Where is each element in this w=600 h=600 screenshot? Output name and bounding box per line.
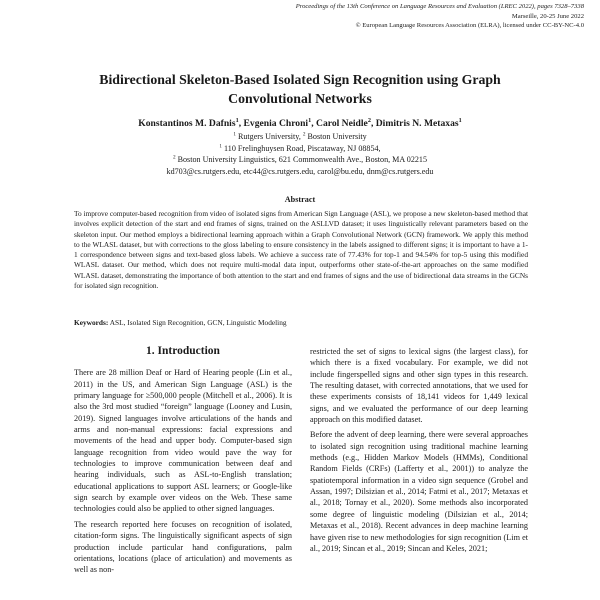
author-emails: kd703@cs.rutgers.edu, etc44@cs.rutgers.edu, carol@bu.edu, dnm@cs.rutgers.edu [166, 166, 434, 176]
section-heading-introduction: 1. Introduction [146, 345, 220, 357]
right-column [310, 346, 528, 558]
left-column [74, 346, 292, 580]
abstract-text: To improve computer-based recognition from video of isolated signs from American Sign Language (ASL), we propose a new skeleton-based method that involves explicit detection of the start and end frames of signs, trained on the ASLLVD dataset; it uses linguistically relevant parameters based on the skeleton input. Our method employs a bidirectional learning approach within a Graph Convolutional Network (GCN) framework. We apply this method to the WLASL dataset, but with corrections to the gloss labeling to ensure consistency in the labels assigned to different signs; it is important to have a 1-1 correspondence between signs and text-based gloss labels. We achieve a success rate of 77.43% for top-1 and 94.54% for top-5 using this modified WLASL dataset. Our method, which does not require multi-modal data input, outperforms other state-of-the-art approaches on the same modified WLASL dataset, demonstrating the importance of both attention to the start and end frames of signs and the use of bidirectional data streams in the GCNs for isolated sign recognition. [74, 209, 528, 291]
affiliation-line: $^1$ 110 Frelinghuysen Road, Piscataway, NJ 08854, [219, 142, 381, 153]
author-name: Evgenia Chroni [243, 118, 309, 129]
paragraph: restricted the set of signs to lexical signs (the largest class), for which there is a fixed vocabulary. For example, we did not include fingerspelled signs and other sign types in this research. The resulting dataset, with corrected annotations, that we used for these experiments consists of 18,141 videos for 1,449 lexical signs, and we evaluated the performance of our deep learning approach on this modified dataset. [310, 347, 528, 425]
keywords [74, 318, 528, 328]
author-name: Konstantinos M. Dafnis [138, 118, 236, 129]
author-name: Dimitris N. Metaxas [375, 118, 459, 129]
license-line: © European Language Resources Association (ELRA), licensed under CC-BY-NC-4.0 [355, 22, 584, 30]
author-name: Carol Neidle [316, 118, 368, 129]
affiliations [80, 131, 520, 177]
author-affil-mark: 1 [235, 116, 239, 124]
conference-line: Proceedings of the 13th Conference on Language Resources and Evaluation (LREC 2022), pages 7328–7338 [295, 3, 584, 10]
paragraph: There are 28 million Deaf or Hard of Hearing people (Lin et al., 2011) in the US, and American Sign Language (ASL) is the primary language for ≥500,000 people (Mitchell et al., 2006). It is also the 3rd most studied “foreign” language (Looney and Lusin, 2019). Signed languages involve articulations of the hands and arms and non-manual expressions: facial expressions and movements of the head and upper body. Computer-based sign language recognition from video would pave the way for technologies to improve communication between deaf and hearing individuals, such as ASL-to-English translation; educational applications to support ASL learners; or Google-like sign search by example over videos on the Web. These same technologies could also be applied to other signed languages. [74, 368, 292, 514]
keywords-text: ASL, Isolated Sign Recognition, GCN, Linguistic Modeling [109, 318, 287, 327]
paragraph: The research reported here focuses on recognition of isolated, citation-form signs. The linguistically significant aspects of sign production include particular hand configurations, palm orientations, locations (place of articulation) and movements as well as non- [74, 519, 292, 575]
abstract-heading: Abstract [284, 195, 316, 204]
author-list: Konstantinos M. Dafnis$^1$, Evgenia Chroni$^1$, Carol Neidle$^2$, Dimitris N. Metaxas$^1$ [138, 116, 462, 129]
location-line: Marseille, 20-25 June 2022 [511, 12, 584, 20]
author-affil-mark: 1 [458, 116, 462, 124]
proceedings-header [254, 2, 584, 31]
author-affil-mark: 2 [367, 116, 371, 124]
affiliation-line: $^1$ Rutgers University, $^2$ Boston University [233, 131, 367, 141]
paper-title: Bidirectional Skeleton-Based Isolated Sign Recognition using Graph Convolutional Networks [99, 72, 501, 106]
affiliation-line: $^2$ Boston University Linguistics, 621 Commonwealth Ave., Boston, MA 02215 [172, 154, 428, 164]
keywords-label: Keywords: [74, 318, 109, 327]
author-affil-mark: 1 [308, 116, 312, 124]
paragraph: Before the advent of deep learning, there were several approaches to isolated sign recognition using traditional machine learning methods (e.g., Hidden Markov Models (HMMs), Conditional Random Fields (CRFs) (Lafferty et al., 2001)) to analyze the spatiotemporal information in a video sign sequence (Grobel and Assan, 1997; Dilsizian et al., 2014; Fatmi et al., 2017; Metaxas et al., 2018; Tornay et al., 2020). Some methods also incorporated some degree of linguistic modeling (Dilsizian et al., 2014; Metaxas et al., 2018). Recent advances in deep machine learning have given rise to new methodologies for sign recognition (Lim et al., 2019; Sincan et al., 2019; Sincan and Keles, 2021; [310, 430, 528, 553]
